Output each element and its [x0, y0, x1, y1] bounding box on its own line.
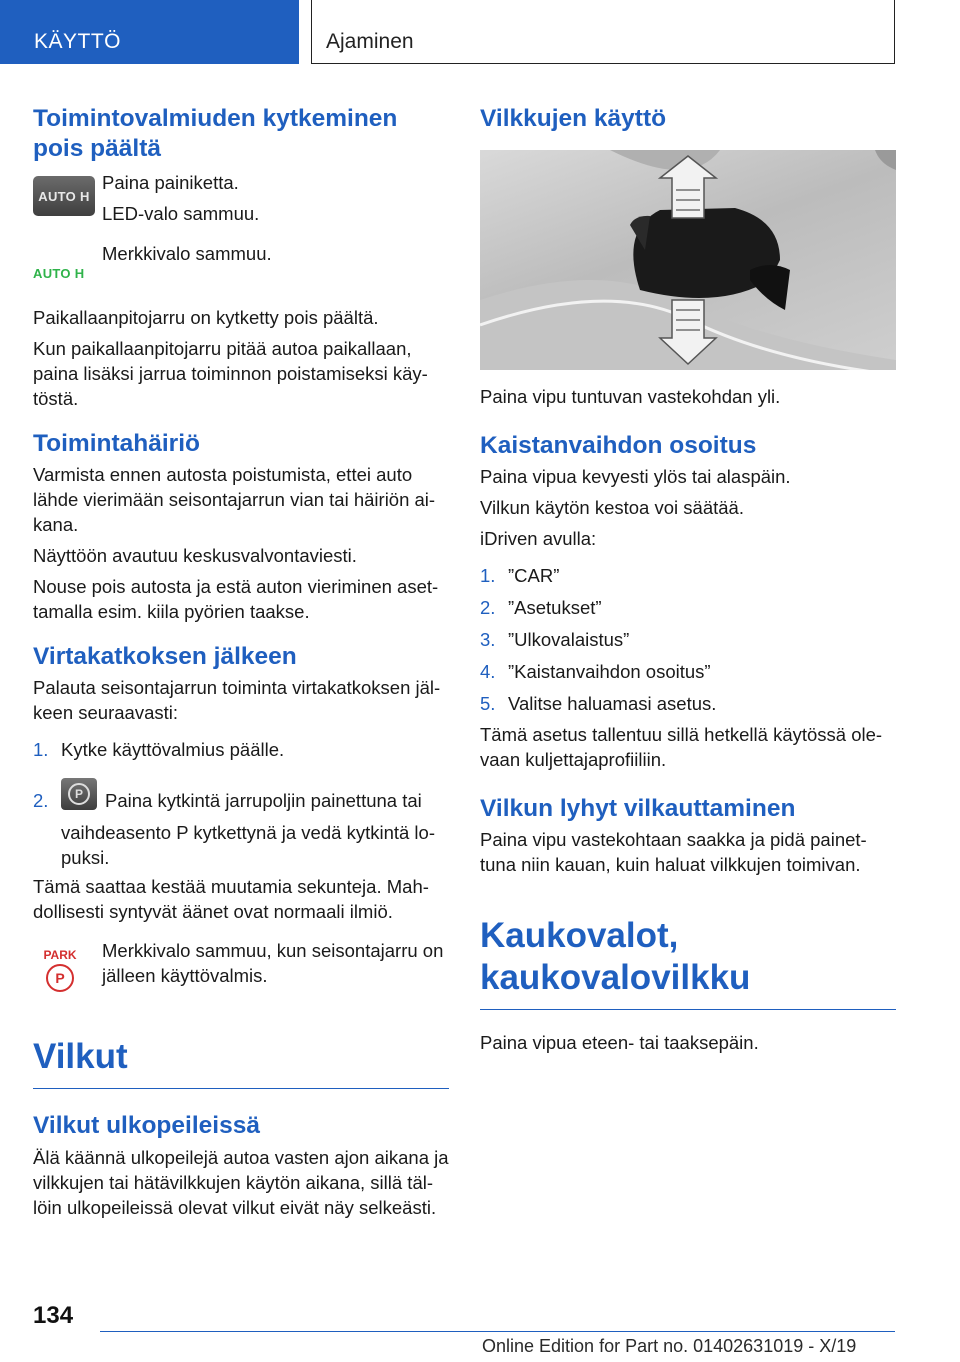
- list-item: 5. Valitse haluamasi asetus.: [480, 693, 717, 714]
- heading-lane-change: Kaistanvaihdon osoitus: [480, 432, 757, 459]
- list-item: 2. P Paina kytkintä jarrupoljin painettuna tai vaihdeasento P kytkettynä ja vedä kytkintä lo-puksi.: [33, 778, 449, 860]
- heading-power-failure: Virtakatkoksen jälkeen: [33, 643, 297, 670]
- lever-illustration-icon: [480, 150, 896, 370]
- turn-signal-lever-image: [480, 150, 896, 370]
- parking-brake-switch-icon: P: [61, 778, 97, 810]
- chapter-tab: Ajaminen: [311, 0, 895, 64]
- fault-text-2: Näyttöön avautuu keskusvalvontaviesti.: [33, 545, 357, 566]
- park-warning-icon: PARK P: [43, 948, 77, 992]
- edition-footer: Online Edition for Part no. 01402631019 - X/19: [482, 1336, 857, 1356]
- autoh-indicator-row: [33, 241, 449, 283]
- short-flash-text: Paina vipu vastekohtaan saakka ja pidä painet-tuna niin kauan, kuin haluat vilkkujen toimivan.: [480, 829, 867, 875]
- section-divider: [33, 1088, 449, 1089]
- park-indicator-row: [33, 938, 449, 992]
- page-number: 134: [33, 1302, 74, 1329]
- section-tab: KÄYTTÖ: [0, 0, 299, 64]
- section-divider: [480, 1009, 896, 1010]
- indicator-off-text: Merkkivalo sammuu.: [102, 243, 272, 264]
- list-item: 1. ”CAR”: [480, 565, 560, 586]
- lever-press-text: Paina vipu tuntuvan vastekohdan yli.: [480, 386, 781, 407]
- fault-text-1: Varmista ennen autosta poistumista, ettei auto lähde vierimään seisontajarrun vian tai häiriön ai-kana.: [33, 464, 436, 535]
- park-indicator-text: Merkkivalo sammuu, kun seisontajarru on jälleen käyttövalmis.: [102, 940, 444, 986]
- heading-indicator-use: Vilkkujen käyttö: [480, 105, 667, 132]
- heading-fault: Toimintahäiriö: [33, 430, 200, 457]
- hold-off-text: Paikallaanpitojarru on kytketty pois päältä.: [33, 307, 379, 328]
- list-item: 3. ”Ulkovalaistus”: [480, 629, 630, 650]
- footer-divider: [100, 1331, 895, 1332]
- heading-mirror-indicators: Vilkut ulkopeileissä: [33, 1112, 260, 1139]
- left-column: [33, 100, 449, 1220]
- list-item: 2. ”Asetukset”: [480, 597, 602, 618]
- autoh-indicator-icon: AUTO H: [33, 266, 85, 281]
- heading-high-beam: Kaukovalot, kaukovalovilkku: [480, 916, 751, 997]
- list-item: 4. ”Kaistanvaihdon osoitus”: [480, 661, 711, 682]
- idrive-steps-list: [480, 563, 896, 716]
- heading-turn-off: Toimintovalmiuden kytkeminen pois päältä: [33, 105, 398, 162]
- mirror-text: Älä käännä ulkopeilejä autoa vasten ajon aikana ja vilkkujen tai hätävilkkujen käytön aikana, sillä täl-löin ulkopeileissä olevat vilkut eivät näy selkeästi.: [33, 1147, 449, 1218]
- power-failure-text: Palauta seisontajarrun toiminta virtakatkoksen jäl-keen seuraavasti:: [33, 677, 441, 723]
- lane-text-2: Vilkun käytön kestoa voi säätää.: [480, 497, 744, 518]
- fault-text-3: Nouse pois autosta ja estä auton vieriminen aset-tamalla esim. kiila pyörien taakse.: [33, 576, 439, 622]
- power-steps-list: [33, 737, 449, 868]
- autoh-button-row: [33, 172, 449, 226]
- press-button-text: Paina painiketta.: [102, 172, 239, 193]
- profile-saved-text: Tämä asetus tallentuu sillä hetkellä käytössä ole-vaan kuljettajaprofiiliin.: [480, 724, 883, 770]
- heading-short-flash: Vilkun lyhyt vilkauttaminen: [480, 795, 796, 822]
- lane-text-1: Paina vipua kevyesti ylös tai alaspäin.: [480, 466, 791, 487]
- hold-car-text: Kun paikallaanpitojarru pitää autoa paikallaan, paina lisäksi jarrua toiminnon poistamiseksi käy-töstä.: [33, 338, 428, 409]
- led-off-text: LED-valo sammuu.: [102, 203, 260, 224]
- lane-text-3: iDriven avulla:: [480, 528, 597, 549]
- autoh-button-icon: AUTO H: [33, 176, 95, 216]
- high-beam-text: Paina vipua eteen- tai taaksepäin.: [480, 1032, 759, 1053]
- duration-text: Tämä saattaa kestää muutamia sekunteja. Mah-dollisesti syntyvät äänet ovat normaali ilmiö.: [33, 876, 429, 922]
- right-column: [480, 100, 896, 1055]
- list-item: 1. Kytke käyttövalmius päälle.: [33, 739, 285, 760]
- heading-vilkut: Vilkut: [33, 1037, 128, 1076]
